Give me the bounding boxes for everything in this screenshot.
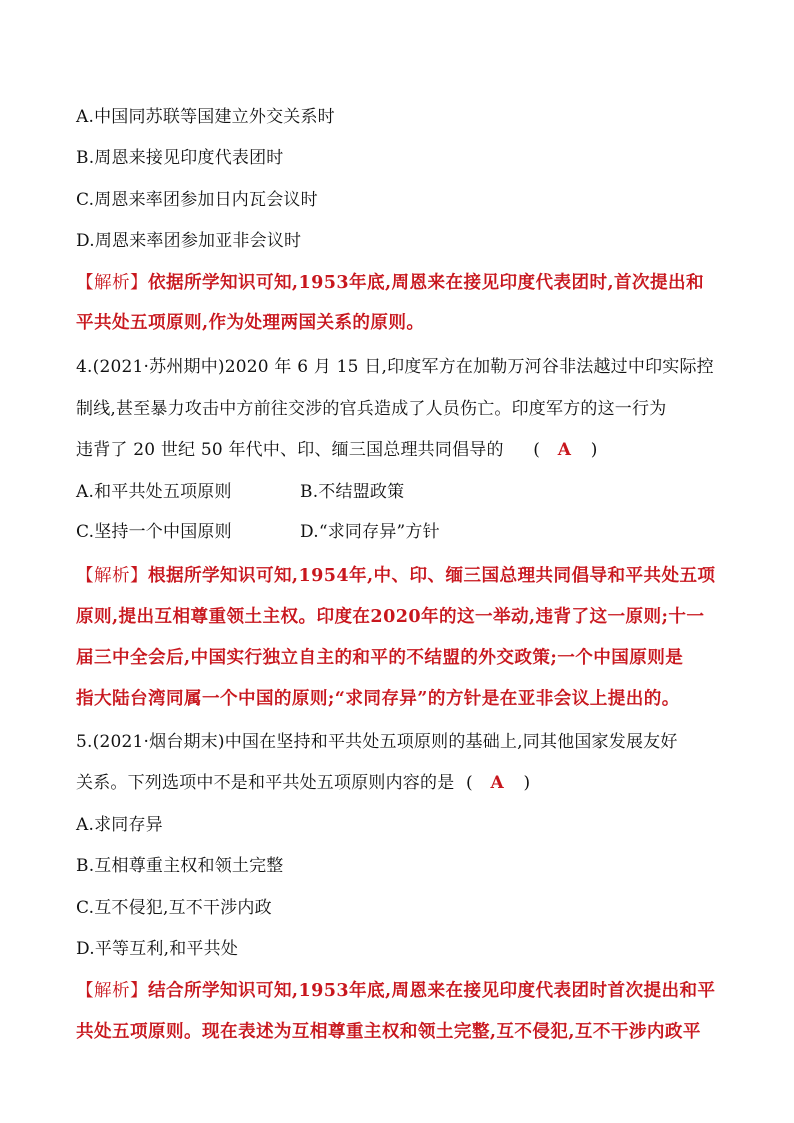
q4-analysis-line-4: 指大陆台湾同属一个中国的原则;“求同存异”的方针是在亚非会议上提出的。	[76, 688, 680, 709]
q4-stem-line-2: 制线,甚至暴力攻击中方前往交涉的官兵造成了人员伤亡。印度军方的这一行为	[76, 399, 667, 419]
q4-options-row-1	[76, 481, 405, 503]
q5-analysis-line-2: 共处五项原则。现在表述为互相尊重主权和领土完整,互不侵犯,互不干涉内政平	[76, 1021, 701, 1042]
q3-option-d: D.周恩来率团参加亚非会议时	[76, 231, 302, 251]
q3-analysis-line-1	[76, 271, 704, 295]
q5-option-c: C.互不侵犯,互不干涉内政	[76, 898, 272, 918]
q4-option-b: B.不结盟政策	[300, 482, 405, 502]
q4-answer-paren-close: )	[590, 440, 598, 460]
q3-analysis-text-1: 依据所学知识可知,1953年底,周恩来在接见印度代表团时,首次提出和	[147, 272, 704, 293]
q5-stem-text-2: 关系。下列选项中不是和平共处五项原则内容的是	[76, 773, 455, 793]
q4-analysis-line-3: 届三中全会后,中国实行独立自主的和平的不结盟的外交政策;一个中国原则是	[76, 647, 684, 668]
q5-answer: A	[490, 773, 504, 793]
q5-option-d: D.平等互利,和平共处	[76, 939, 239, 959]
q5-stem-line-1: 5.(2021·烟台期末)中国在坚持和平共处五项原则的基础上,同其他国家发展友好	[76, 732, 678, 752]
q5-option-a: A.求同存异	[76, 815, 163, 835]
q4-option-d: D.“求同存异”方针	[300, 522, 440, 542]
q5-analysis-line-1	[76, 979, 715, 1003]
q4-analysis-line-1	[76, 564, 715, 588]
q3-analysis-line-2: 平共处五项原则,作为处理两国关系的原则。	[76, 312, 425, 333]
q4-option-a: A.和平共处五项原则	[76, 482, 232, 502]
q5-answer-paren-open: (	[466, 773, 473, 793]
q3-option-c: C.周恩来率团参加日内瓦会议时	[76, 190, 318, 210]
q4-analysis-line-2: 原则,提出互相尊重领土主权。印度在2020年的这一举动,违背了这一原则;十一	[76, 606, 705, 627]
q4-answer: A	[557, 440, 572, 460]
q4-options-row-2	[76, 521, 440, 543]
q5-stem-line-2	[76, 772, 530, 794]
q4-analysis-text-1: 根据所学知识可知,1954年,中、印、缅三国总理共同倡导和平共处五项	[147, 565, 716, 586]
q3-option-b: B.周恩来接见印度代表团时	[76, 148, 284, 168]
q5-analysis-text-1: 结合所学知识可知,1953年底,周恩来在接见印度代表团时首次提出和平	[147, 980, 716, 1001]
q5-option-b: B.互相尊重主权和领土完整	[76, 856, 284, 876]
q4-option-c: C.坚持一个中国原则	[76, 522, 232, 542]
q4-analysis-tag: 【解析】	[76, 566, 148, 586]
q4-stem-line-1: 4.(2021·苏州期中)2020 年 6 月 15 日,印度军方在加勒万河谷非法越过中印实际控	[76, 357, 714, 377]
q5-analysis-tag: 【解析】	[76, 981, 148, 1001]
q3-option-a: A.中国同苏联等国建立外交关系时	[76, 107, 335, 127]
q4-stem-text-3: 违背了 20 世纪 50 年代中、印、缅三国总理共同倡导的	[76, 440, 504, 460]
q4-stem-line-3	[76, 439, 598, 461]
q5-answer-paren-close: )	[523, 773, 531, 793]
q4-answer-paren-open: (	[533, 440, 541, 460]
q3-analysis-tag: 【解析】	[76, 273, 148, 293]
